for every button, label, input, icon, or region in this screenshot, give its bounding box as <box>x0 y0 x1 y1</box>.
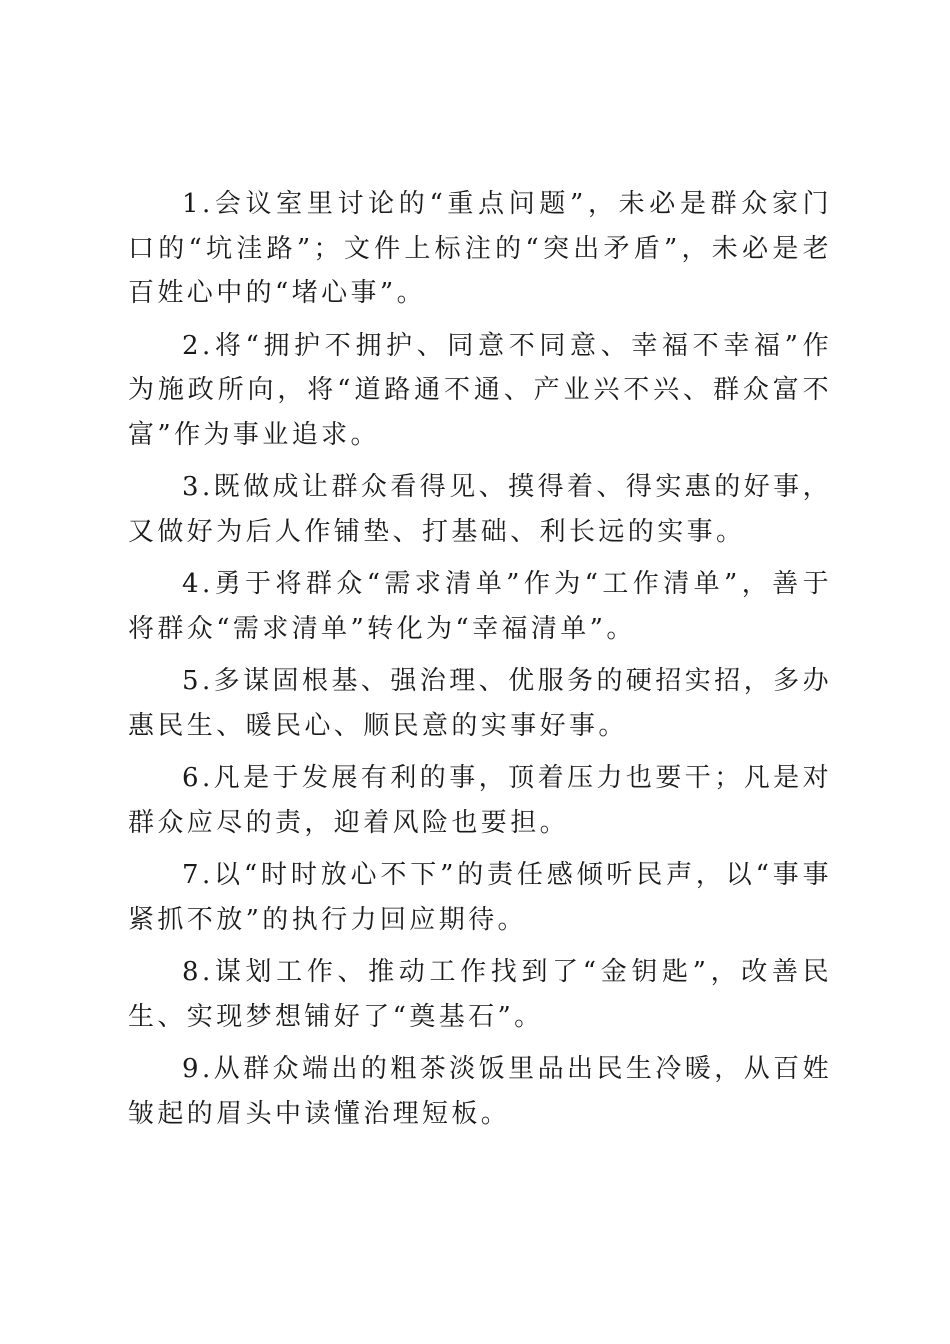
paragraph-5: 5.多谋固根基、强治理、优服务的硬招实招，多办惠民生、暖民心、顺民意的实事好事。 <box>128 666 832 741</box>
paragraph-6: 6.凡是于发展有利的事，顶着压力也要干；凡是对群众应尽的责，迎着风险也要担。 <box>128 763 832 838</box>
document-body <box>128 182 832 1144</box>
paragraph-9: 9.从群众端出的粗茶淡饭里品出民生冷暖，从百姓皱起的眉头中读懂治理短板。 <box>128 1054 832 1129</box>
paragraph-1: 1.会议室里讨论的“重点问题”，未必是群众家门口的“坑洼路”；文件上标注的“突出矛盾”，未必是老百姓心中的“堵心事”。 <box>128 189 832 308</box>
paragraph-4: 4.勇于将群众“需求清单”作为“工作清单”，善于将群众“需求清单”转化为“幸福清单”。 <box>128 569 832 644</box>
paragraph-8: 8.谋划工作、推动工作找到了“金钥匙”，改善民生、实现梦想铺好了“奠基石”。 <box>128 957 832 1032</box>
paragraph-2: 2.将“拥护不拥护、同意不同意、幸福不幸福”作为施政所向，将“道路通不通、产业兴不兴、群众富不富”作为事业追求。 <box>128 330 832 450</box>
paragraph-7: 7.以“时时放心不下”的责任感倾听民声，以“事事紧抓不放”的执行力回应期待。 <box>128 860 832 935</box>
paragraph-3: 3.既做成让群众看得见、摸得着、得实惠的好事，又做好为后人作铺垫、打基础、利长远的实事。 <box>128 472 832 547</box>
